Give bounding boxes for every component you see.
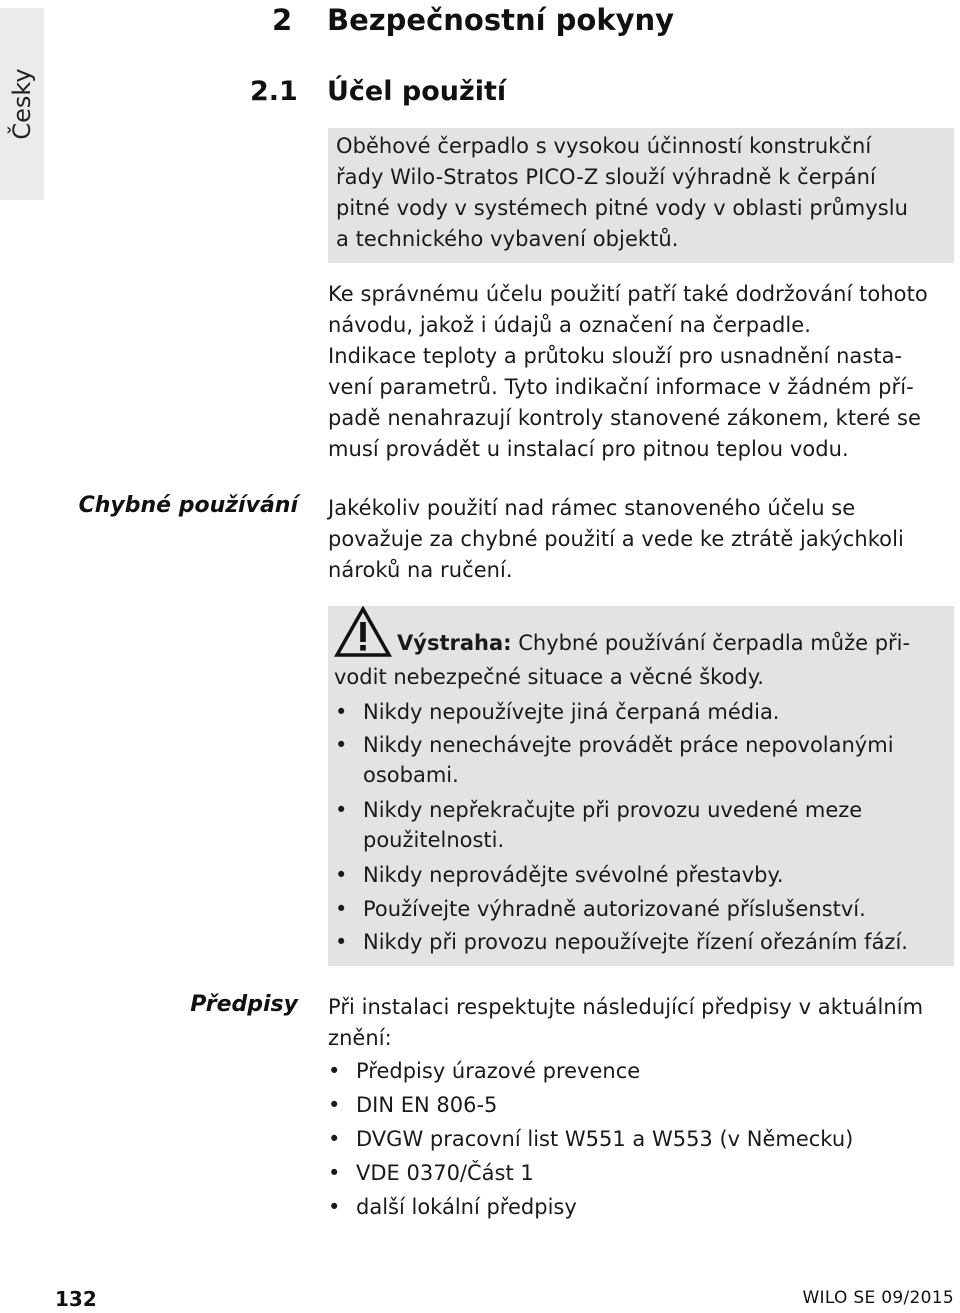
- bullet-dot: •: [335, 798, 348, 822]
- warning-item: • Nikdy při provozu nepoužívejte řízení ořezáním fází.: [363, 927, 953, 960]
- bullet-dot: •: [335, 733, 348, 757]
- section-title: Účel použití: [327, 76, 507, 107]
- page-number: 132: [55, 1287, 97, 1311]
- bullet-dot: •: [335, 863, 348, 887]
- purpose-paragraph: Ke správnému účelu použití patří také dodržování tohoto návodu, jakož i údajů a označení na čerpadle. Indikace teploty a průtoku slouží pro usnadnění nasta- vení parametrů. Tyto indikační informace v žádném pří- padě nenahrazují kontroly stanovené zákonem, které se musí provádět u instalací pro pitnou teplou vodu.: [328, 282, 928, 461]
- bullet-dot: •: [328, 1093, 341, 1117]
- regulation-item: • DVGW pracovní list W551 a W553 (v Německu): [356, 1124, 954, 1158]
- warning-item: • Nikdy nepřekračujte při provozu uvedené meze použitelnosti.: [363, 795, 953, 860]
- misuse-paragraph: Jakékoliv použití nad rámec stanoveného účelu se považuje za chybné použití a vede ke ztrátě jakýchkoli nároků na ručení.: [328, 496, 904, 582]
- bullet-dot: •: [335, 897, 348, 921]
- bullet-dot: •: [328, 1127, 341, 1151]
- regulation-item: • VDE 0370/Část 1: [356, 1158, 954, 1192]
- warning-triangle-icon: [334, 606, 392, 658]
- bullet-dot: •: [328, 1195, 341, 1219]
- warning-list: [335, 697, 953, 960]
- footer-publisher: WILO SE 09/2015: [802, 1288, 954, 1308]
- regulation-item: • další lokální předpisy: [356, 1192, 954, 1226]
- bullet-dot: •: [335, 930, 348, 954]
- regulations-list: [328, 1056, 954, 1226]
- section-number: 2.1: [250, 76, 298, 107]
- warning-item: • Používejte výhradně autorizované příslušenství.: [363, 894, 953, 927]
- intro-paragraph: Oběhové čerpadlo s vysokou účinností konstrukční řady Wilo-Stratos PICO-Z slouží výhradně k čerpání pitné vody v systémech pitné vody v oblasti průmyslu a technického vybavení objektů.: [336, 134, 909, 251]
- bullet-dot: •: [335, 700, 348, 724]
- warning-text-line2: vodit nebezpečné situace a věcné škody.: [334, 665, 764, 689]
- warning-keyword: Výstraha:: [397, 631, 512, 655]
- warning-heading: [397, 627, 910, 660]
- bullet-dot: •: [328, 1161, 341, 1185]
- regulations-intro: Při instalaci respektujte následující předpisy v aktuálním znění:: [328, 995, 924, 1050]
- warning-item: • Nikdy neprovádějte svévolné přestavby.: [363, 860, 953, 894]
- warning-item: • Nikdy nenechávejte provádět práce nepovolanými osobami.: [363, 730, 953, 795]
- misuse-label: Chybné používání: [78, 493, 298, 518]
- warning-item: • Nikdy nepoužívejte jiná čerpaná média.: [363, 697, 953, 730]
- chapter-number: 2: [272, 3, 293, 37]
- chapter-title: Bezpečnostní pokyny: [327, 3, 675, 37]
- warning-text-line1: Chybné používání čerpadla může při-: [511, 631, 911, 655]
- language-label: Česky: [8, 68, 36, 140]
- language-tab: [0, 8, 44, 200]
- regulation-item: • Předpisy úrazové prevence: [356, 1056, 954, 1090]
- regulation-item: • DIN EN 806-5: [356, 1090, 954, 1124]
- bullet-dot: •: [328, 1059, 341, 1083]
- regulations-label: Předpisy: [190, 992, 298, 1017]
